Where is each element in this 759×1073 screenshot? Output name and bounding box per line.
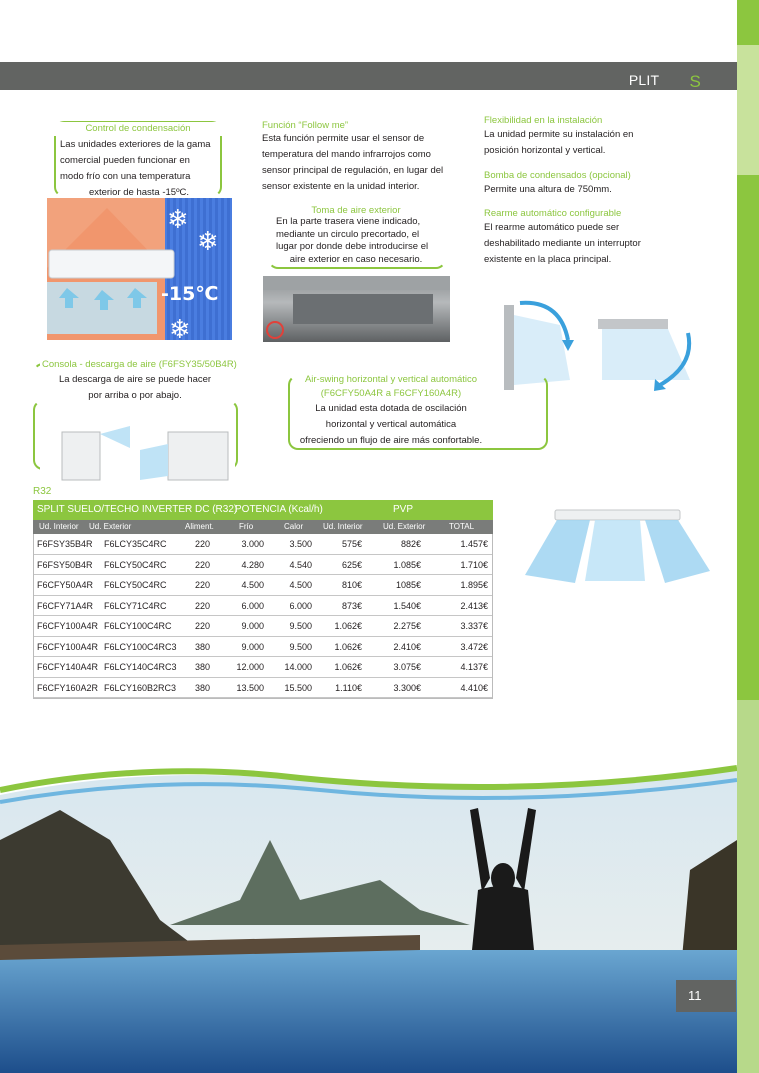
table-cell: 1.062€ (334, 621, 362, 631)
rearme-heading: Rearme automático configurable (484, 208, 622, 219)
condensacion-illustration (47, 198, 232, 340)
table-columns: Ud. Interior Ud. Exterior Aliment. Frío Calor Ud. Interior Ud. Exterior TOTAL (33, 520, 493, 534)
table-body (33, 534, 493, 699)
table-cell: F6LCY100C4RC (104, 621, 172, 631)
section-title-bar: S PLIT SUELO Y TECHO INVERTER - R32 (0, 62, 737, 90)
svg-text:❄: ❄ (197, 227, 219, 257)
table-row (34, 657, 492, 678)
table-cell: 4.137€ (460, 662, 488, 672)
snowflake-icon (167, 205, 219, 340)
table-row (34, 616, 492, 637)
pool-photo (0, 750, 737, 1073)
table-cell: 810€ (341, 580, 362, 590)
page-number: 11 (676, 980, 736, 1012)
table-cell: 380 (194, 662, 210, 672)
table-cell: 9.000 (241, 621, 264, 631)
rearme-text: El rearme automático puede ser deshabilitado mediante un interruptor existente en la placa principal. (484, 222, 641, 265)
table-cell: 15.500 (284, 682, 312, 693)
table-row (34, 596, 492, 617)
table-row (34, 637, 492, 658)
consola-image (40, 420, 235, 485)
ceiling-unit-image (515, 505, 715, 585)
table-cell: 220 (194, 600, 210, 611)
toma-image (263, 276, 450, 342)
table-cell: 220 (194, 580, 210, 590)
table-cell: F6CFY160A2R (37, 682, 99, 693)
table-cell: F6LCY140C4RC3 (104, 662, 177, 672)
table-cell: 882€ (400, 539, 421, 549)
airswing-text: La unidad esta dotada de oscilación horizontal y vertical automática ofreciendo un flujo de aire más confortable. (299, 403, 483, 446)
table-cell: F6CFY50A4R (37, 580, 94, 590)
table-cell: 625€ (341, 559, 362, 570)
flex-text: La unidad permite su instalación en posición horizontal y vertical. (484, 129, 634, 156)
precut-circle (267, 322, 283, 338)
table-cell: 3.472€ (460, 641, 488, 652)
table-cell: 220 (194, 539, 210, 549)
table-cell: 1.110€ (335, 682, 362, 693)
table-cell: 3.500 (289, 539, 312, 549)
table-cell: 9.000 (241, 641, 264, 652)
svg-text:❄: ❄ (167, 205, 189, 235)
table-cell: 2.413€ (460, 600, 488, 611)
bomba-text: Permite una altura de 750mm. (484, 184, 612, 195)
table-cell: 1085€ (395, 580, 421, 590)
table-cell: F6FSY50B4R (37, 559, 93, 570)
table-cell: 9.500 (289, 641, 312, 652)
table-cell: 6.000 (289, 600, 312, 611)
table-cell: 3.300€ (393, 682, 421, 693)
temp-label: -15℃ (161, 283, 219, 305)
followme-heading: Función “Follow me” (262, 120, 349, 131)
table-cell: 4.500 (241, 580, 264, 590)
table-cell: F6LCY50C4RC (104, 580, 167, 590)
table-cell: F6LCY71C4RC (104, 600, 167, 611)
table-cell: F6LCY160B2RC3 (104, 682, 177, 693)
table-cell: 1.457€ (460, 539, 488, 549)
table-cell: 575€ (341, 539, 362, 549)
table-row (34, 678, 492, 699)
table-row (34, 575, 492, 596)
table-cell: 4.540 (289, 559, 312, 570)
table-cell: 4.410€ (460, 682, 488, 693)
consola-heading: Consola - descarga de aire (F6FSY35/50B4R) (42, 359, 237, 370)
table-cell: F6LCY100C4RC3 (104, 641, 177, 652)
table-cell: 13.500 (236, 682, 264, 693)
table-cell: 380 (194, 641, 210, 652)
table-cell: 3.000 (241, 539, 264, 549)
table-cell: 220 (194, 621, 210, 631)
airswing-subheading: (F6CFY50A4R a F6CFY160A4R) (320, 388, 462, 399)
table-cell: 4.280 (241, 559, 264, 570)
table-cell: F6CFY140A4R (37, 662, 99, 672)
table-cell: 380 (194, 682, 210, 693)
table-cell: F6FSY35B4R (37, 539, 93, 549)
table-cell: 2.410€ (393, 641, 421, 652)
airswing-heading: Air-swing horizontal y vertical automático (304, 374, 478, 385)
toma-heading: Toma de aire exterior (311, 205, 401, 216)
table-cell: F6CFY71A4R (37, 600, 94, 611)
condensacion-image (47, 198, 232, 340)
table-cell: F6CFY100A4R (37, 641, 99, 652)
table-cell: 9.500 (289, 621, 312, 631)
table-cell: 1.085€ (393, 559, 421, 570)
page-side-stripe (737, 0, 759, 1073)
table-cell: 3.337€ (460, 621, 488, 631)
table-cell: 1.062€ (334, 641, 362, 652)
table-cell: 1.895€ (460, 580, 488, 590)
condensacion-text: Las unidades exteriores de la gama comercial pueden funcionar en modo frío con una temperatura exterior de hasta -15ºC. (60, 139, 211, 198)
table-cell: 1.540€ (393, 600, 421, 611)
followme-text: Esta función permite usar el sensor de temperatura del mando infrarrojos como sensor principal de regulación, en lugar del sensor existente en la unidad interior. (262, 133, 444, 192)
table-header: SPLIT SUELO/TECHO INVERTER DC (R32) POTENCIA (Kcal/h) PVP (33, 500, 493, 520)
table-cell: F6CFY100A4R (37, 621, 99, 631)
table-cell: 1.710€ (460, 559, 488, 570)
table-row (34, 534, 492, 555)
table-tag: R32 (33, 486, 52, 497)
table-cell: 14.000 (284, 662, 312, 672)
table-row (34, 555, 492, 576)
flex-heading: Flexibilidad en la instalación (484, 115, 603, 126)
table-cell: 873€ (341, 600, 362, 611)
table-cell: F6LCY35C4RC (104, 539, 167, 549)
table-cell: 3.075€ (393, 662, 421, 672)
table-cell: 1.062€ (334, 662, 362, 672)
table-cell: 220 (194, 559, 210, 570)
table-cell: 6.000 (241, 600, 264, 611)
table-cell: 2.275€ (393, 621, 421, 631)
svg-text:❄: ❄ (169, 315, 191, 340)
condensacion-heading: Control de condensación (54, 122, 222, 136)
toma-text: En la parte trasera viene indicado, mediante un circulo precortado, el lugar por donde debe introducirse el aire exterior en caso necesario. (276, 216, 429, 265)
table-cell: 12.000 (236, 662, 264, 672)
consola-text: La descarga de aire se puede hacer por arriba o por abajo. (58, 374, 212, 401)
bomba-heading: Bomba de condensados (opcional) (484, 170, 631, 181)
table-cell: 4.500 (289, 580, 312, 590)
table-cell: F6LCY50C4RC (104, 559, 167, 570)
price-table (33, 500, 493, 699)
